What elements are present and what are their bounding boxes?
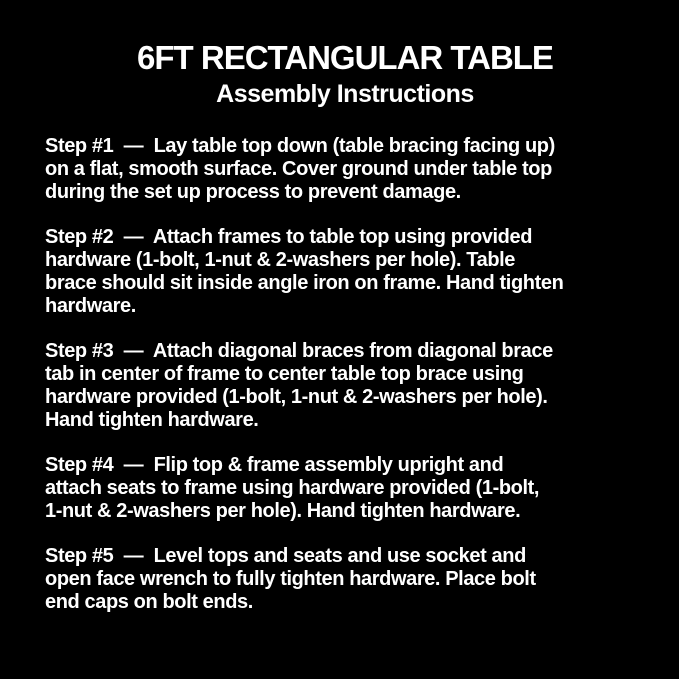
instruction-line: attach seats to frame using hardware provided (1-bolt, xyxy=(45,477,540,499)
instruction-line: Step #1 — Lay table top down (table bracing facing up) xyxy=(45,135,555,157)
instruction-line: Step #3 — Attach diagonal braces from diagonal brace xyxy=(45,340,553,362)
step-1 xyxy=(45,135,645,204)
step-5 xyxy=(45,545,645,614)
instruction-line: open face wrench to fully tighten hardware. Place bolt xyxy=(45,568,536,590)
instruction-line: hardware. xyxy=(45,295,136,317)
page-title: 6FT RECTANGULAR TABLE xyxy=(137,39,553,76)
instruction-line: hardware (1-bolt, 1-nut & 2-washers per hole). Table xyxy=(45,249,516,271)
page-subtitle: Assembly Instructions xyxy=(216,80,474,108)
instruction-line: hardware provided (1-bolt, 1-nut & 2-washers per hole). xyxy=(45,386,548,408)
instruction-line: end caps on bolt ends. xyxy=(45,591,253,613)
instruction-line: 1-nut & 2-washers per hole). Hand tighten hardware. xyxy=(45,500,521,522)
instruction-line: Step #5 — Level tops and seats and use socket and xyxy=(45,545,526,567)
step-4 xyxy=(45,454,645,523)
step-3 xyxy=(45,340,645,432)
step-2 xyxy=(45,226,645,318)
instruction-line: Step #2 — Attach frames to table top using provided xyxy=(45,226,533,248)
instruction-line: on a flat, smooth surface. Cover ground under table top xyxy=(45,158,552,180)
instruction-steps xyxy=(45,135,645,614)
instruction-line: during the set up process to prevent damage. xyxy=(45,181,461,203)
instruction-line: tab in center of frame to center table top brace using xyxy=(45,363,524,385)
instruction-line: Hand tighten hardware. xyxy=(45,409,259,431)
instruction-line: Step #4 — Flip top & frame assembly upright and xyxy=(45,454,504,476)
instruction-line: brace should sit inside angle iron on frame. Hand tighten xyxy=(45,272,564,294)
